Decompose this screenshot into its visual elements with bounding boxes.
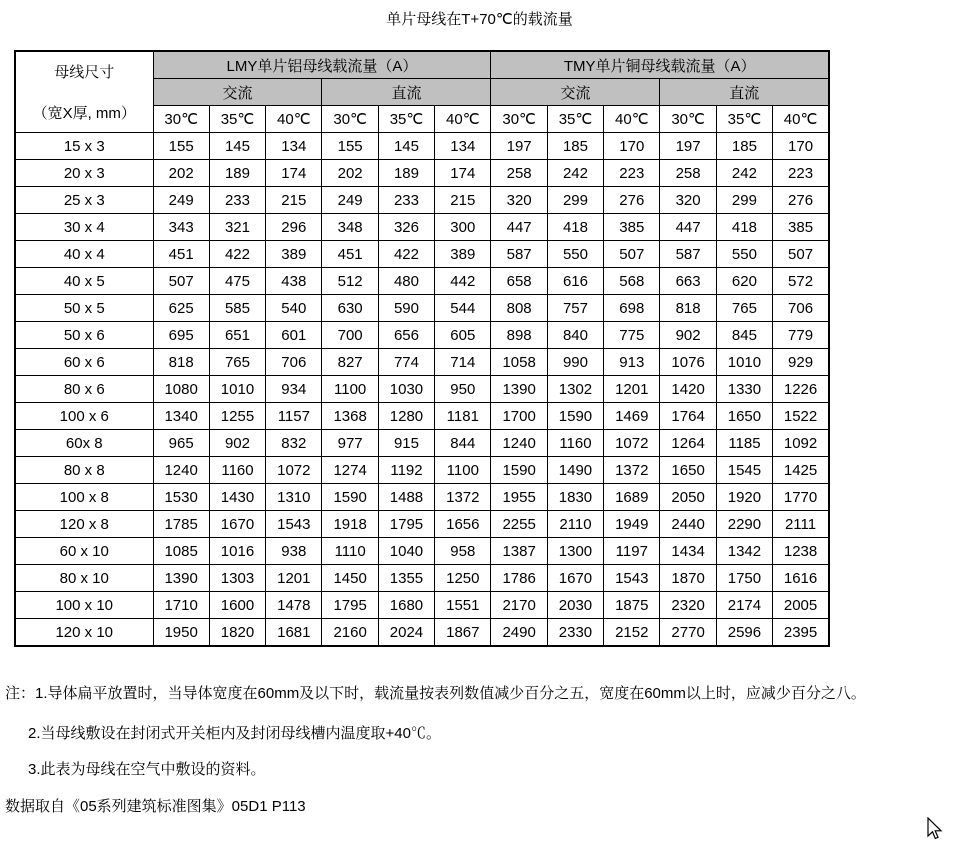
ampacity-value-cell: 1010 — [716, 349, 772, 376]
ampacity-value-cell: 1238 — [773, 538, 829, 565]
ampacity-value-cell: 544 — [435, 295, 491, 322]
busbar-size-cell: 100 x 8 — [15, 484, 153, 511]
data-source-note: 数据取自《05系列建筑标准图集》05D1 P113 — [5, 798, 306, 815]
table-row — [15, 619, 829, 647]
ampacity-value-cell: 1786 — [491, 565, 547, 592]
ampacity-value-cell: 276 — [604, 187, 660, 214]
ampacity-value-cell: 1201 — [266, 565, 322, 592]
busbar-size-cell: 120 x 10 — [15, 619, 153, 647]
ampacity-value-cell: 1670 — [209, 511, 265, 538]
ampacity-value-cell: 1058 — [491, 349, 547, 376]
temperature-header-cell: 30℃ — [491, 106, 547, 133]
ampacity-value-cell: 818 — [153, 349, 209, 376]
temperature-header-cell: 35℃ — [716, 106, 772, 133]
ampacity-value-cell: 202 — [322, 160, 378, 187]
ampacity-value-cell: 2111 — [773, 511, 829, 538]
ampacity-value-cell: 1160 — [209, 457, 265, 484]
ampacity-value-cell: 1670 — [547, 565, 603, 592]
ampacity-value-cell: 1820 — [209, 619, 265, 647]
ampacity-value-cell: 300 — [435, 214, 491, 241]
ampacity-value-cell: 2050 — [660, 484, 716, 511]
temperature-header-cell: 40℃ — [435, 106, 491, 133]
ampacity-value-cell: 1450 — [322, 565, 378, 592]
ampacity-value-cell: 585 — [209, 295, 265, 322]
ampacity-value-cell: 155 — [153, 133, 209, 160]
ampacity-value-cell: 658 — [491, 268, 547, 295]
ampacity-value-cell: 656 — [378, 322, 434, 349]
ampacity-value-cell: 550 — [716, 241, 772, 268]
dimension-header-cell — [15, 51, 153, 133]
ampacity-value-cell: 2110 — [547, 511, 603, 538]
ampacity-value-cell: 1867 — [435, 619, 491, 647]
ampacity-value-cell: 958 — [435, 538, 491, 565]
ampacity-value-cell: 1830 — [547, 484, 603, 511]
table-row — [15, 376, 829, 403]
busbar-size-cell: 25 x 3 — [15, 187, 153, 214]
ampacity-value-cell: 1303 — [209, 565, 265, 592]
ampacity-value-cell: 1010 — [209, 376, 265, 403]
ampacity-value-cell: 197 — [660, 133, 716, 160]
ampacity-value-cell: 326 — [378, 214, 434, 241]
ampacity-value-cell: 1274 — [322, 457, 378, 484]
ampacity-value-cell: 1072 — [604, 430, 660, 457]
ampacity-value-cell: 1197 — [604, 538, 660, 565]
ampacity-value-cell: 215 — [266, 187, 322, 214]
table-row — [15, 511, 829, 538]
ampacity-value-cell: 418 — [547, 214, 603, 241]
ampacity-value-cell: 1390 — [491, 376, 547, 403]
ampacity-value-cell: 1689 — [604, 484, 660, 511]
temperature-header-cell: 35℃ — [378, 106, 434, 133]
ampacity-value-cell: 1764 — [660, 403, 716, 430]
ampacity-value-cell: 714 — [435, 349, 491, 376]
temperature-header-cell: 30℃ — [153, 106, 209, 133]
note-2: 2.当母线敷设在封闭式开关柜内及封闭母线槽内温度取+40℃。 — [28, 725, 441, 742]
temperature-header-cell: 35℃ — [547, 106, 603, 133]
ampacity-value-cell: 1157 — [266, 403, 322, 430]
ampacity-value-cell: 2596 — [716, 619, 772, 647]
busbar-size-cell: 60 x 10 — [15, 538, 153, 565]
ampacity-value-cell: 845 — [716, 322, 772, 349]
ampacity-value-cell: 1656 — [435, 511, 491, 538]
ampacity-value-cell: 605 — [435, 322, 491, 349]
ampacity-value-cell: 296 — [266, 214, 322, 241]
ampacity-value-cell: 934 — [266, 376, 322, 403]
ampacity-value-cell: 348 — [322, 214, 378, 241]
ampacity-value-cell: 1100 — [435, 457, 491, 484]
ampacity-value-cell: 620 — [716, 268, 772, 295]
ampacity-value-cell: 1681 — [266, 619, 322, 647]
ampacity-value-cell: 1590 — [322, 484, 378, 511]
ampacity-value-cell: 1590 — [491, 457, 547, 484]
subgroup-header-dc-tmy: 直流 — [660, 79, 829, 106]
ampacity-value-cell: 223 — [604, 160, 660, 187]
ampacity-value-cell: 1240 — [491, 430, 547, 457]
busbar-size-cell: 100 x 6 — [15, 403, 153, 430]
mouse-cursor-icon — [925, 817, 943, 843]
ampacity-value-cell: 765 — [209, 349, 265, 376]
ampacity-value-cell: 1100 — [322, 376, 378, 403]
busbar-size-cell: 50 x 5 — [15, 295, 153, 322]
table-row — [15, 268, 829, 295]
ampacity-value-cell: 475 — [209, 268, 265, 295]
ampacity-value-cell: 2030 — [547, 592, 603, 619]
ampacity-value-cell: 1030 — [378, 376, 434, 403]
ampacity-value-cell: 808 — [491, 295, 547, 322]
ampacity-value-cell: 242 — [716, 160, 772, 187]
ampacity-value-cell: 1430 — [209, 484, 265, 511]
ampacity-value-cell: 1795 — [322, 592, 378, 619]
ampacity-value-cell: 1522 — [773, 403, 829, 430]
ampacity-value-cell: 1600 — [209, 592, 265, 619]
ampacity-value-cell: 587 — [660, 241, 716, 268]
table-row — [15, 295, 829, 322]
ampacity-value-cell: 1770 — [773, 484, 829, 511]
ampacity-value-cell: 1192 — [378, 457, 434, 484]
ampacity-value-cell: 1750 — [716, 565, 772, 592]
ampacity-value-cell: 1920 — [716, 484, 772, 511]
busbar-size-cell: 20 x 3 — [15, 160, 153, 187]
ampacity-value-cell: 1478 — [266, 592, 322, 619]
busbar-size-cell: 40 x 5 — [15, 268, 153, 295]
ampacity-value-cell: 249 — [153, 187, 209, 214]
ampacity-value-cell: 1016 — [209, 538, 265, 565]
group-header-lmy-aluminum: LMY单片铝母线载流量（A） — [153, 51, 491, 79]
temperature-header-cell: 30℃ — [660, 106, 716, 133]
ampacity-value-cell: 2320 — [660, 592, 716, 619]
ampacity-value-cell: 1488 — [378, 484, 434, 511]
ampacity-value-cell: 1616 — [773, 565, 829, 592]
ampacity-value-cell: 1545 — [716, 457, 772, 484]
table-row — [15, 322, 829, 349]
ampacity-value-cell: 1342 — [716, 538, 772, 565]
ampacity-value-cell: 249 — [322, 187, 378, 214]
ampacity-value-cell: 1420 — [660, 376, 716, 403]
ampacity-value-cell: 1372 — [435, 484, 491, 511]
ampacity-value-cell: 902 — [209, 430, 265, 457]
ampacity-value-cell: 929 — [773, 349, 829, 376]
ampacity-value-cell: 321 — [209, 214, 265, 241]
busbar-size-cell: 120 x 8 — [15, 511, 153, 538]
ampacity-value-cell: 174 — [266, 160, 322, 187]
ampacity-value-cell: 145 — [209, 133, 265, 160]
busbar-size-cell: 40 x 4 — [15, 241, 153, 268]
ampacity-value-cell: 1160 — [547, 430, 603, 457]
ampacity-value-cell: 170 — [604, 133, 660, 160]
table-row — [15, 214, 829, 241]
ampacity-value-cell: 480 — [378, 268, 434, 295]
ampacity-value-cell: 1264 — [660, 430, 716, 457]
table-row — [15, 592, 829, 619]
ampacity-value-cell: 2770 — [660, 619, 716, 647]
ampacity-value-cell: 1300 — [547, 538, 603, 565]
ampacity-value-cell: 706 — [773, 295, 829, 322]
ampacity-value-cell: 320 — [660, 187, 716, 214]
ampacity-value-cell: 2005 — [773, 592, 829, 619]
ampacity-value-cell: 451 — [153, 241, 209, 268]
ampacity-value-cell: 385 — [604, 214, 660, 241]
ampacity-value-cell: 185 — [716, 133, 772, 160]
busbar-size-cell: 30 x 4 — [15, 214, 153, 241]
ampacity-value-cell: 1918 — [322, 511, 378, 538]
ampacity-value-cell: 2255 — [491, 511, 547, 538]
ampacity-value-cell: 950 — [435, 376, 491, 403]
ampacity-value-cell: 1340 — [153, 403, 209, 430]
ampacity-value-cell: 215 — [435, 187, 491, 214]
ampacity-value-cell: 2395 — [773, 619, 829, 647]
table-row — [15, 241, 829, 268]
ampacity-value-cell: 451 — [322, 241, 378, 268]
ampacity-value-cell: 1543 — [604, 565, 660, 592]
subgroup-header-ac-lmy: 交流 — [153, 79, 322, 106]
ampacity-value-cell: 170 — [773, 133, 829, 160]
dimension-header-line1: 母线尺寸 — [54, 64, 115, 81]
ampacity-value-cell: 1955 — [491, 484, 547, 511]
ampacity-value-cell: 174 — [435, 160, 491, 187]
temperature-header-cell: 40℃ — [604, 106, 660, 133]
subgroup-header-dc-lmy: 直流 — [322, 79, 491, 106]
ampacity-value-cell: 1795 — [378, 511, 434, 538]
ampacity-value-cell: 1434 — [660, 538, 716, 565]
busbar-size-cell: 60x 8 — [15, 430, 153, 457]
ampacity-value-cell: 698 — [604, 295, 660, 322]
ampacity-value-cell: 1072 — [266, 457, 322, 484]
ampacity-value-cell: 1240 — [153, 457, 209, 484]
ampacity-value-cell: 233 — [209, 187, 265, 214]
ampacity-value-cell: 651 — [209, 322, 265, 349]
ampacity-value-cell: 840 — [547, 322, 603, 349]
ampacity-value-cell: 2440 — [660, 511, 716, 538]
busbar-size-cell: 80 x 10 — [15, 565, 153, 592]
ampacity-value-cell: 568 — [604, 268, 660, 295]
ampacity-value-cell: 1110 — [322, 538, 378, 565]
ampacity-value-cell: 663 — [660, 268, 716, 295]
busbar-ampacity-table — [14, 50, 830, 647]
ampacity-value-cell: 913 — [604, 349, 660, 376]
ampacity-value-cell: 1310 — [266, 484, 322, 511]
ampacity-value-cell: 1950 — [153, 619, 209, 647]
ampacity-value-cell: 320 — [491, 187, 547, 214]
table-row — [15, 484, 829, 511]
ampacity-value-cell: 902 — [660, 322, 716, 349]
ampacity-value-cell: 1785 — [153, 511, 209, 538]
ampacity-value-cell: 1551 — [435, 592, 491, 619]
ampacity-value-cell: 695 — [153, 322, 209, 349]
ampacity-value-cell: 2170 — [491, 592, 547, 619]
ampacity-value-cell: 2024 — [378, 619, 434, 647]
ampacity-value-cell: 2152 — [604, 619, 660, 647]
ampacity-value-cell: 977 — [322, 430, 378, 457]
ampacity-value-cell: 1390 — [153, 565, 209, 592]
ampacity-value-cell: 299 — [547, 187, 603, 214]
ampacity-value-cell: 1092 — [773, 430, 829, 457]
ampacity-value-cell: 2330 — [547, 619, 603, 647]
busbar-size-cell: 15 x 3 — [15, 133, 153, 160]
ampacity-value-cell: 700 — [322, 322, 378, 349]
ampacity-value-cell: 1355 — [378, 565, 434, 592]
ampacity-value-cell: 1330 — [716, 376, 772, 403]
ampacity-value-cell: 1543 — [266, 511, 322, 538]
table-row — [15, 160, 829, 187]
ampacity-value-cell: 1185 — [716, 430, 772, 457]
table-row — [15, 430, 829, 457]
ampacity-value-cell: 827 — [322, 349, 378, 376]
ampacity-value-cell: 185 — [547, 133, 603, 160]
ampacity-value-cell: 385 — [773, 214, 829, 241]
table-row — [15, 457, 829, 484]
ampacity-value-cell: 447 — [491, 214, 547, 241]
group-header-tmy-copper: TMY单片铜母线载流量（A） — [491, 51, 829, 79]
table-row — [15, 403, 829, 430]
ampacity-value-cell: 1490 — [547, 457, 603, 484]
ampacity-value-cell: 915 — [378, 430, 434, 457]
ampacity-value-cell: 1201 — [604, 376, 660, 403]
ampacity-value-cell: 155 — [322, 133, 378, 160]
ampacity-value-cell: 1949 — [604, 511, 660, 538]
ampacity-value-cell: 757 — [547, 295, 603, 322]
temperature-header-cell: 40℃ — [266, 106, 322, 133]
ampacity-value-cell: 1368 — [322, 403, 378, 430]
ampacity-value-cell: 343 — [153, 214, 209, 241]
ampacity-value-cell: 572 — [773, 268, 829, 295]
ampacity-value-cell: 422 — [209, 241, 265, 268]
note-3: 3.此表为母线在空气中敷设的资料。 — [28, 761, 266, 778]
ampacity-value-cell: 1076 — [660, 349, 716, 376]
ampacity-value-cell: 1250 — [435, 565, 491, 592]
ampacity-value-cell: 965 — [153, 430, 209, 457]
group-header-row — [15, 51, 829, 79]
ampacity-value-cell: 774 — [378, 349, 434, 376]
ampacity-value-cell: 276 — [773, 187, 829, 214]
page-title: 单片母线在T+70℃的载流量 — [386, 11, 573, 28]
busbar-size-cell: 60 x 6 — [15, 349, 153, 376]
ampacity-value-cell: 197 — [491, 133, 547, 160]
ampacity-value-cell: 1255 — [209, 403, 265, 430]
ampacity-value-cell: 438 — [266, 268, 322, 295]
ampacity-value-cell: 258 — [660, 160, 716, 187]
ampacity-value-cell: 587 — [491, 241, 547, 268]
ampacity-value-cell: 134 — [435, 133, 491, 160]
ampacity-value-cell: 512 — [322, 268, 378, 295]
ampacity-value-cell: 1372 — [604, 457, 660, 484]
ampacity-value-cell: 389 — [435, 241, 491, 268]
busbar-size-cell: 100 x 10 — [15, 592, 153, 619]
ampacity-value-cell: 447 — [660, 214, 716, 241]
ampacity-value-cell: 898 — [491, 322, 547, 349]
table-row — [15, 349, 829, 376]
ampacity-value-cell: 1302 — [547, 376, 603, 403]
ampacity-value-cell: 1040 — [378, 538, 434, 565]
ampacity-value-cell: 630 — [322, 295, 378, 322]
ampacity-value-cell: 2490 — [491, 619, 547, 647]
ampacity-value-cell: 299 — [716, 187, 772, 214]
table-row — [15, 133, 829, 160]
ampacity-value-cell: 189 — [378, 160, 434, 187]
temperature-header-cell: 35℃ — [209, 106, 265, 133]
ampacity-value-cell: 550 — [547, 241, 603, 268]
ampacity-value-cell: 189 — [209, 160, 265, 187]
ampacity-value-cell: 590 — [378, 295, 434, 322]
ampacity-value-cell: 1425 — [773, 457, 829, 484]
ampacity-value-cell: 1710 — [153, 592, 209, 619]
ampacity-value-cell: 389 — [266, 241, 322, 268]
table-row — [15, 538, 829, 565]
subgroup-header-ac-tmy: 交流 — [491, 79, 660, 106]
ampacity-value-cell: 706 — [266, 349, 322, 376]
ampacity-value-cell: 1181 — [435, 403, 491, 430]
ampacity-value-cell: 507 — [773, 241, 829, 268]
temperature-header-cell: 40℃ — [773, 106, 829, 133]
ampacity-value-cell: 1530 — [153, 484, 209, 511]
ampacity-value-cell: 625 — [153, 295, 209, 322]
ampacity-value-cell: 242 — [547, 160, 603, 187]
ampacity-value-cell: 1650 — [716, 403, 772, 430]
ampacity-value-cell: 134 — [266, 133, 322, 160]
temperature-header-cell: 30℃ — [322, 106, 378, 133]
ampacity-value-cell: 765 — [716, 295, 772, 322]
ampacity-value-cell: 540 — [266, 295, 322, 322]
ampacity-value-cell: 418 — [716, 214, 772, 241]
note-1: 注：1.导体扁平放置时，当导体宽度在60mm及以下时，载流量按表列数值减少百分之五，宽度在60mm以上时，应减少百分之八。 — [5, 685, 866, 702]
ampacity-value-cell: 233 — [378, 187, 434, 214]
ampacity-value-cell: 1387 — [491, 538, 547, 565]
ampacity-value-cell: 616 — [547, 268, 603, 295]
ampacity-value-cell: 775 — [604, 322, 660, 349]
ampacity-value-cell: 1870 — [660, 565, 716, 592]
busbar-size-cell: 80 x 6 — [15, 376, 153, 403]
ampacity-value-cell: 507 — [604, 241, 660, 268]
ampacity-value-cell: 818 — [660, 295, 716, 322]
ampacity-value-cell: 1226 — [773, 376, 829, 403]
table-row — [15, 187, 829, 214]
ampacity-value-cell: 258 — [491, 160, 547, 187]
ampacity-value-cell: 507 — [153, 268, 209, 295]
ampacity-value-cell: 223 — [773, 160, 829, 187]
ampacity-value-cell: 2160 — [322, 619, 378, 647]
ampacity-value-cell: 779 — [773, 322, 829, 349]
ampacity-value-cell: 938 — [266, 538, 322, 565]
ampacity-value-cell: 1469 — [604, 403, 660, 430]
ampacity-value-cell: 2290 — [716, 511, 772, 538]
ampacity-value-cell: 832 — [266, 430, 322, 457]
ampacity-value-cell: 1875 — [604, 592, 660, 619]
ampacity-value-cell: 202 — [153, 160, 209, 187]
ampacity-value-cell: 1680 — [378, 592, 434, 619]
ampacity-value-cell: 990 — [547, 349, 603, 376]
ampacity-value-cell: 1280 — [378, 403, 434, 430]
ampacity-value-cell: 1700 — [491, 403, 547, 430]
ampacity-value-cell: 1085 — [153, 538, 209, 565]
ampacity-value-cell: 442 — [435, 268, 491, 295]
ampacity-value-cell: 1650 — [660, 457, 716, 484]
ampacity-value-cell: 601 — [266, 322, 322, 349]
ampacity-value-cell: 1080 — [153, 376, 209, 403]
ampacity-value-cell: 422 — [378, 241, 434, 268]
ampacity-value-cell: 145 — [378, 133, 434, 160]
ampacity-value-cell: 844 — [435, 430, 491, 457]
busbar-size-cell: 50 x 6 — [15, 322, 153, 349]
busbar-size-cell: 80 x 8 — [15, 457, 153, 484]
ampacity-value-cell: 2174 — [716, 592, 772, 619]
dimension-header-line2: （宽X厚, mm） — [32, 105, 136, 122]
table-row — [15, 565, 829, 592]
ampacity-value-cell: 1590 — [547, 403, 603, 430]
